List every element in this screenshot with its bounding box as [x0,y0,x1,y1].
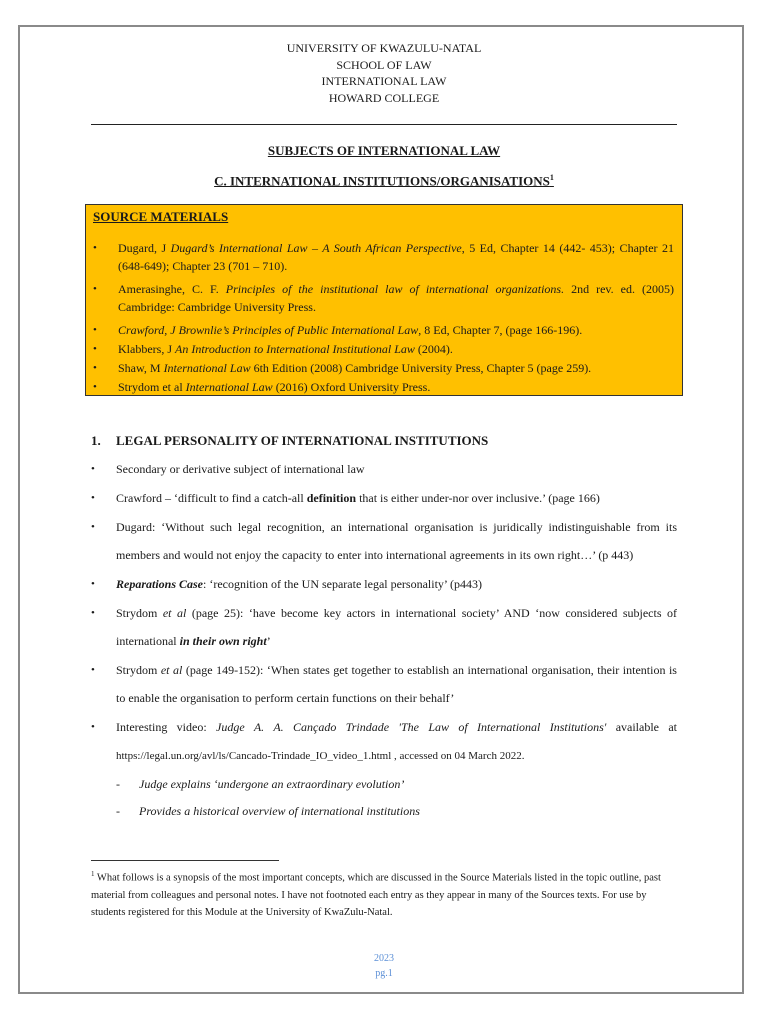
bullet-icon: • [91,607,95,619]
point-strydom-25: • Strydom et al (page 25): ‘have become key actors in international society’ AND ‘now considered subjects of international in their own right’ [91,599,677,655]
document-title: SUBJECTS OF INTERNATIONAL LAW [267,143,501,158]
bullet-icon: • [91,721,95,733]
point-crawford: • Crawford – ‘difficult to find a catch-all definition that is either under-nor over inclusive.’ (page 166) [91,484,677,512]
source-item: • Dugard, J Dugard’s International Law – A South African Perspective, 5 Ed, Chapter 14 (442- 453); Chapter 21 (648-649); Chapter 23 (701 – 710). [93,241,674,273]
footnote [91,866,677,921]
point-strydom-149: • Strydom et al (page 149-152): ‘When states get together to establish an international organisation, their intention is to enable the organisation to perform certain functions on their behalf’ [91,656,677,712]
section-number: 1. [91,433,101,448]
header-module: INTERNATIONAL LAW [321,74,447,88]
section-body [91,455,677,825]
dash-icon: - [116,777,120,791]
section-heading [91,433,488,449]
dash-icon: - [116,804,120,818]
bullet-icon: • [91,463,95,475]
footnote-divider [91,860,279,861]
bullet-icon: • [93,362,97,374]
source-item: • Shaw, M International Law 6th Edition (2008) Cambridge University Press, Chapter 5 (page 259). [93,361,592,375]
header-university: UNIVERSITY OF KWAZULU-NATAL [286,41,482,55]
bullet-icon: • [91,492,95,504]
point-secondary-subject: • Secondary or derivative subject of international law [91,455,677,483]
subtitle-text: C. INTERNATIONAL INSTITUTIONS/ORGANISATIONS [214,173,550,189]
subpoint-overview: - Provides a historical overview of international institutions [91,798,677,825]
bullet-icon: • [91,664,95,676]
source-list [93,239,674,396]
bullet-icon: • [93,381,97,393]
document-header [0,40,768,106]
subpoint-evolution: - Judge explains ‘undergone an extraordinary evolution’ [91,771,677,798]
bullet-icon: • [91,578,95,590]
point-video: • Interesting video: Judge A. A. Cançado Trindade 'The Law of International Institutions' available at https://legal.un.org/avl/ls/Cancado-Trindade_IO_video_1.html , accessed on 04 March 2022. [91,713,677,770]
source-item: • Strydom et al International Law (2016) Oxford University Press. [93,380,431,394]
source-item: • Amerasinghe, C. F. Principles of the institutional law of international organizations. 2nd rev. ed. (2005) Cambridge: Cambridge University Press. [93,282,674,314]
bullet-icon: • [93,283,97,295]
video-link[interactable]: https://legal.un.org/avl/ls/Cancado-Trindade_IO_video_1.html [116,750,392,762]
header-divider [91,124,677,125]
page-number: pg.1 [375,968,393,979]
footnote-text: What follows is a synopsis of the most important concepts, which are discussed in the Source Materials listed in the topic outline, past material from colleagues and personal notes. I have not footnoted each entry as they appear in many of the Sources texts. For use by students registered for this Module at the University of KwaZulu-Natal. [91,872,661,918]
page-footer [0,951,768,981]
point-dugard: • Dugard: ‘Without such legal recognition, an international organisation is juridically indistinguishable from its members and would not enjoy the capacity to enter into international agreements in its own right…’ (p 443) [91,513,677,569]
header-campus: HOWARD COLLEGE [328,90,440,105]
bullet-icon: • [91,521,95,533]
footer-year: 2023 [374,953,394,964]
bullet-icon: • [93,343,97,355]
source-item: • Klabbers, J An Introduction to International Institutional Law (2004). [93,342,453,356]
bullet-icon: • [93,324,97,336]
source-item: • Crawford, J Brownlie’s Principles of Public International Law, 8 Ed, Chapter 7, (page 166-196). [93,323,583,337]
section-title: LEGAL PERSONALITY OF INTERNATIONAL INSTITUTIONS [116,433,489,448]
footnote-mark: 1 [91,870,95,878]
footnote-ref[interactable]: 1 [549,173,554,182]
header-school: SCHOOL OF LAW [336,57,432,72]
point-reparations-case: • Reparations Case: ‘recognition of the UN separate legal personality’ (p443) [91,570,677,598]
source-materials-heading: SOURCE MATERIALS [93,209,229,224]
source-materials-box [85,204,683,396]
bullet-icon: • [93,242,97,254]
document-subtitle [0,173,768,189]
